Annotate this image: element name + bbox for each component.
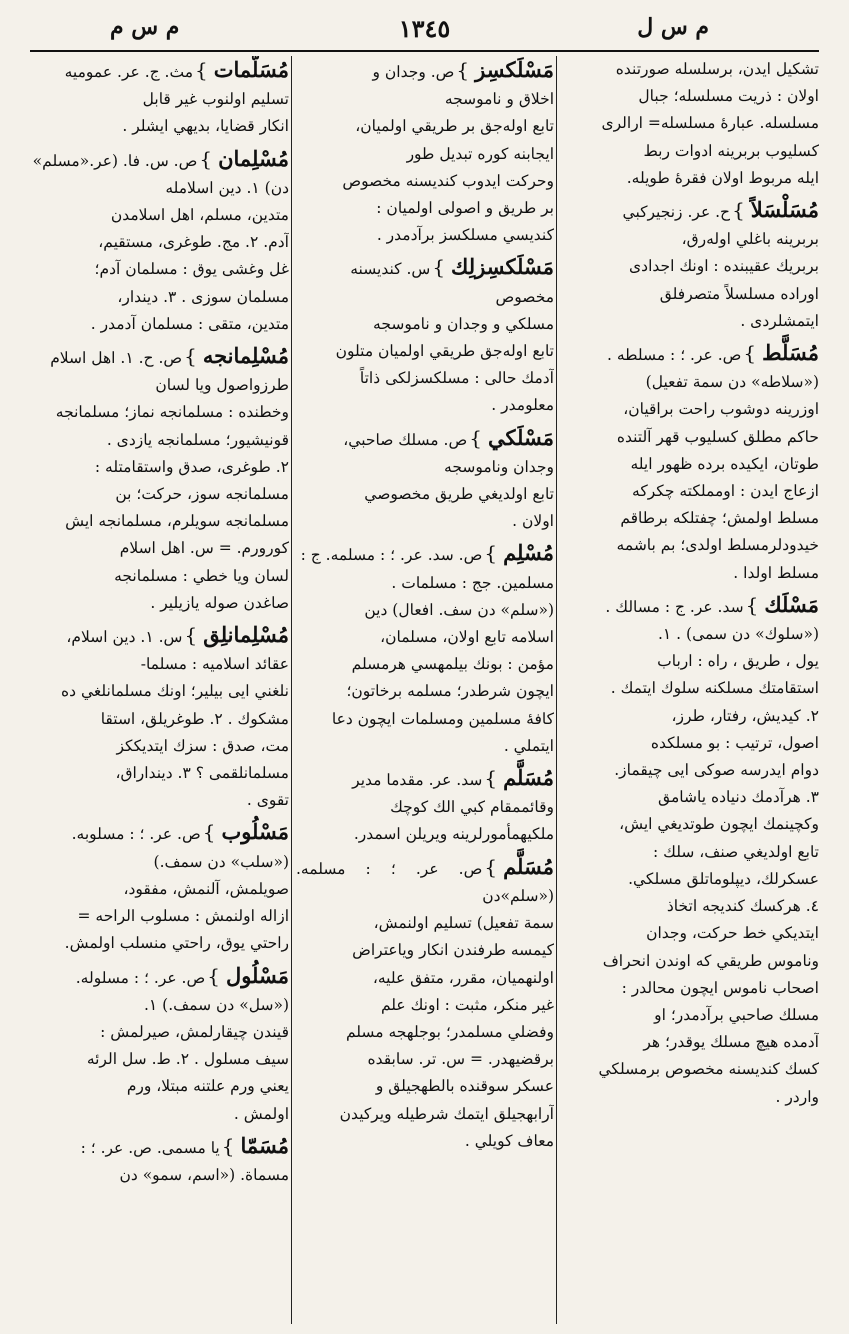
entry-text: وفضلي مسلمدر؛ بوجلهجه مسلم — [345, 1022, 554, 1041]
entry-text: تسليم اولنوب غير قابل — [142, 90, 289, 109]
entry-text: («سلوك» دن سمى) . ١. — [657, 625, 819, 644]
entry-text: وخطنده : مسلمانجه نماز؛ مسلمانجه — [55, 403, 289, 422]
entry-text: ايچون شرطدر؛ مسلمه برخاتون؛ — [346, 682, 554, 701]
entry-text: مسلكي و وجدان و ناموسجه — [373, 314, 554, 333]
entry-text: مسلمين. جج : مسلمات . — [391, 573, 554, 592]
entry-line — [29, 849, 289, 876]
entry-text: ٣. هرآدمك دنياده ياشامق — [658, 788, 819, 807]
entry-line — [561, 138, 819, 165]
brace-mark: } — [202, 820, 216, 845]
dictionary-entry — [561, 196, 819, 335]
entry-text: آدمك حالى : مسلكسزلكى ذاتاً — [359, 369, 554, 388]
entry-text: («سل» دن سمف.) ١. — [143, 995, 289, 1014]
entry-line — [29, 818, 289, 848]
header-left-letters: م س م — [110, 14, 180, 40]
entry-headword: مُسَلَّط — [762, 340, 819, 366]
entry-text: مسلط اولمش؛ چفتلكه برطاقم — [620, 509, 819, 528]
entry-text: ٤. هركسك كنديجه اتخاذ — [666, 897, 819, 916]
entry-line — [296, 454, 554, 481]
entry-line — [296, 86, 554, 113]
dictionary-entry — [296, 253, 554, 419]
entry-text: ص. عر. ؛ : مسلطه . — [606, 346, 742, 365]
dictionary-entry — [29, 621, 289, 814]
entry-line — [296, 392, 554, 419]
entry-text: كسك كنديسنه مخصوص برمسلكي — [598, 1060, 819, 1079]
entry-line — [561, 975, 819, 1002]
entry-line — [561, 591, 819, 621]
entry-text: مث. ج. عر. عموميه — [64, 63, 194, 81]
entry-text: كنديسي مسلكسز برآدمدر . — [376, 226, 554, 245]
entry-line — [29, 372, 289, 399]
entry-text: ص. س. فا. (عر.«مسلم» — [32, 151, 198, 170]
entry-text: ملكيهمأمورلرينه ويريلن اسمدر. — [353, 825, 554, 844]
brace-mark: } — [732, 198, 745, 223]
entry-line — [29, 1101, 289, 1128]
entry-text: ازاله اولنمش : مسلوب الراحه = — [77, 907, 289, 926]
entry-text: سيف مسلول . ٢. ط. سل الرئه — [86, 1050, 289, 1069]
entry-text: يعني ورم علتنه مبتلا، ورم — [126, 1077, 289, 1096]
entry-text: تابع اولەجق طريقي اولميان متلون — [335, 342, 554, 361]
entry-line — [29, 1162, 289, 1189]
entry-line — [296, 113, 554, 140]
entry-line — [29, 787, 289, 814]
entry-line — [29, 535, 289, 562]
entry-line — [29, 113, 289, 140]
page-header — [30, 8, 819, 52]
entry-line — [296, 706, 554, 733]
text-columns — [30, 56, 819, 1324]
entry-line — [296, 141, 554, 168]
entry-text: تابع اولديغي طريق مخصوصي — [364, 485, 554, 504]
entry-line — [29, 342, 289, 372]
entry-line — [561, 730, 819, 757]
entry-text: سد. عر. ج : مسالك . — [605, 597, 744, 616]
entry-text: («سلم» دن سف. افعال) دين — [364, 600, 554, 619]
entry-line — [29, 145, 289, 175]
entry-line — [296, 794, 554, 821]
entry-line — [296, 1073, 554, 1100]
column-right — [561, 56, 819, 1324]
entry-headword: مُسْلِم — [503, 540, 554, 566]
entry-text: خيدودلرمسلط اولدى؛ بم باشمه — [616, 536, 819, 555]
entry-line — [296, 311, 554, 338]
entry-line — [561, 253, 819, 280]
entry-text: مت، صدق : سزك ايتديككز — [116, 736, 289, 755]
brace-mark: } — [745, 592, 759, 617]
entry-text: صويلمش، آلنمش، مفقود، — [123, 879, 289, 898]
entry-text: صاغدن صوله يازيلير . — [150, 593, 289, 612]
entry-line — [561, 893, 819, 920]
entry-line — [296, 508, 554, 535]
entry-line — [296, 365, 554, 392]
entry-text: كسليوب بربرينه ادوات ربط — [643, 141, 819, 160]
entry-line — [296, 678, 554, 705]
entry-text: («سلب» دن سمف.) — [153, 852, 289, 871]
entry-line — [296, 1101, 554, 1128]
entry-line — [29, 454, 289, 481]
entry-line — [29, 1132, 289, 1162]
entry-line — [561, 505, 819, 532]
entry-line — [296, 853, 554, 910]
entry-headword: مَسْلُوب — [221, 819, 289, 845]
dictionary-entry — [561, 591, 819, 1111]
entry-text: ايتديكي خط حركت، وجدان — [646, 924, 819, 943]
entry-text: مسلمان سوزى . ٣. ديندار، — [117, 287, 289, 306]
entry-line — [561, 56, 819, 83]
dictionary-entry — [561, 56, 819, 192]
entry-text: تابع اولديغي صنف، سلك : — [653, 842, 819, 861]
entry-line — [561, 110, 819, 137]
entry-text: معاف كويلي . — [464, 1131, 554, 1150]
entry-line — [29, 508, 289, 535]
entry-line — [561, 1029, 819, 1056]
entry-text: اسلامه تابع اولان، مسلمان، — [380, 628, 554, 647]
dictionary-entry — [296, 539, 554, 760]
entry-text: سمة تفعيل) تسليم اولنمش، — [373, 914, 554, 933]
entry-line — [29, 256, 289, 283]
entry-line — [29, 621, 289, 651]
brace-mark: } — [221, 1133, 235, 1158]
entry-text: بر طريق و اصولى اولميان : — [376, 199, 554, 218]
entry-text: يا مسمى. ص. عر. ؛ : — [80, 1138, 220, 1157]
entry-line — [296, 253, 554, 283]
entry-line — [296, 597, 554, 624]
entry-line — [29, 202, 289, 229]
page-number: ١٣٤٥ — [398, 14, 451, 43]
entry-text: غل وغشى يوق : مسلمان آدم؛ — [94, 260, 289, 279]
entry-line — [296, 222, 554, 249]
entry-line — [296, 338, 554, 365]
brace-mark: } — [484, 766, 498, 791]
entry-line — [561, 839, 819, 866]
entry-line — [296, 624, 554, 651]
column-left — [29, 56, 289, 1324]
entry-text: طوتان، ايكيده برده ظهور ايله — [630, 454, 819, 473]
entry-text: كافهٔ مسلمين ومسلمات ايچون دعا — [331, 709, 554, 728]
dictionary-entry — [29, 56, 289, 141]
entry-line — [29, 903, 289, 930]
entry-text: مسلمانجه سوز، حركت؛ بن — [115, 485, 289, 504]
entry-line — [561, 784, 819, 811]
entry-text: طرزواصول ويا لسان — [155, 376, 289, 395]
brace-mark: } — [743, 341, 757, 366]
entry-line — [296, 570, 554, 597]
entry-line — [296, 821, 554, 848]
entry-text: («سلاطه» دن سمة تفعيل) — [645, 373, 819, 392]
entry-text: حاكم مطلق كسليوب قهر آلتنده — [616, 427, 819, 446]
entry-line — [561, 308, 819, 335]
entry-text: ايتمشلردى . — [740, 311, 819, 330]
entry-line — [561, 621, 819, 648]
entry-text: آرابهجيلق ايتمك شرطيله ويركيدن — [339, 1104, 554, 1123]
entry-line — [296, 195, 554, 222]
entry-text: عقائد اسلاميه : مسلما- — [140, 655, 289, 674]
entry-line — [561, 757, 819, 784]
entry-text: ص. مسلك صاحبي، — [343, 430, 468, 449]
entry-text: ص. عر. ؛ : مسلمه. («سلم»دن — [296, 859, 554, 905]
entry-line — [561, 703, 819, 730]
column-divider — [291, 56, 292, 1324]
brace-mark: } — [199, 146, 213, 171]
entry-text: متدين، متقى : مسلمان آدمدر . — [90, 314, 289, 333]
entry-line — [561, 532, 819, 559]
entry-headword: مُسَلَّم — [503, 853, 554, 879]
entry-text: انكار قضايا، بديهي ايشلر . — [122, 117, 289, 136]
entry-line — [561, 396, 819, 423]
entry-text: تابع اولەجق بر طريقي اولميان، — [355, 117, 554, 136]
dictionary-entry — [296, 56, 554, 249]
entry-text: اصول، ترتيب : بو مسلكده — [650, 733, 819, 752]
entry-line — [561, 369, 819, 396]
entry-line — [561, 165, 819, 192]
entry-text: مسلط اولدا . — [733, 563, 819, 582]
entry-line — [561, 1084, 819, 1111]
dictionary-entry — [561, 339, 819, 587]
entry-line — [29, 1019, 289, 1046]
entry-line — [296, 733, 554, 760]
entry-text: راحتي يوق، راحتي منسلب اولمش. — [64, 934, 289, 953]
entry-line — [29, 56, 289, 86]
entry-line — [561, 675, 819, 702]
entry-line — [561, 920, 819, 947]
entry-text: ٢. طوغرى، صدق واستقامتله : — [94, 457, 289, 476]
entry-text: كورورم. = س. اهل اسلام — [119, 539, 289, 558]
entry-text: اوراده مسلسلاً متصرفلق — [659, 284, 819, 303]
entry-line — [561, 1002, 819, 1029]
entry-line — [561, 196, 819, 226]
dictionary-entry — [296, 424, 554, 536]
entry-line — [29, 930, 289, 957]
entry-line — [29, 481, 289, 508]
entry-line — [29, 1073, 289, 1100]
entry-line — [29, 399, 289, 426]
entry-headword: مُسَمّا — [240, 1132, 289, 1158]
entry-text: وجدان وناموسجه — [444, 457, 554, 476]
entry-text: مخصوص — [495, 287, 554, 306]
entry-line — [296, 284, 554, 311]
entry-line — [296, 965, 554, 992]
entry-text: اولنهميان، مقرر، متفق عليه، — [372, 968, 554, 987]
entry-line — [29, 651, 289, 678]
entry-line — [296, 1019, 554, 1046]
entry-headword: مَسْلَكسِز — [475, 57, 554, 82]
entry-text: ايتملي . — [503, 736, 554, 755]
entry-text: اوزرينه دوشوب راحت براقيان، — [623, 400, 819, 419]
dictionary-entry — [29, 962, 289, 1128]
entry-text: آدمده هيچ مسلك يوقدر؛ هر — [643, 1033, 819, 1052]
entry-text: استقامتك مسلكنه سلوك ايتمك . — [610, 679, 819, 698]
dictionary-entry — [29, 1132, 289, 1189]
brace-mark: } — [195, 58, 208, 82]
entry-line — [296, 937, 554, 964]
entry-line — [296, 651, 554, 678]
brace-mark: } — [469, 425, 482, 450]
entry-text: ص. عر. ؛ : مسلوله. — [75, 968, 206, 987]
entry-line — [296, 1128, 554, 1155]
entry-line — [29, 678, 289, 705]
entry-text: قيندن چيقارلمش، صيرلمش : — [100, 1022, 289, 1041]
entry-line — [29, 992, 289, 1019]
entry-text: وحركت ايدوب كنديسنه مخصوص — [342, 171, 554, 190]
entry-text: وناموس طريقي كه اوندن انحراف — [602, 951, 819, 970]
entry-text: اصحاب ناموس ايچون محالدر : — [621, 978, 819, 997]
entry-line — [29, 876, 289, 903]
entry-line — [296, 910, 554, 937]
entry-line — [561, 83, 819, 110]
entry-text: برقضيهدر. = س. تر. سابقده — [367, 1050, 554, 1069]
entry-line — [561, 866, 819, 893]
entry-line — [561, 451, 819, 478]
entry-text: ص. وجدان و — [372, 63, 455, 81]
brace-mark: } — [207, 963, 220, 988]
dictionary-entry — [29, 342, 289, 617]
entry-line — [296, 424, 554, 454]
entry-line — [561, 478, 819, 505]
entry-headword: مُسْلِمانلِق — [203, 622, 289, 648]
entry-text: اولمش . — [233, 1104, 289, 1123]
entry-line — [29, 706, 289, 733]
dictionary-entry — [29, 145, 289, 338]
entry-line — [561, 424, 819, 451]
entry-line — [29, 86, 289, 113]
entry-text: ٢. كيديش، رفتار، طرز، — [671, 706, 819, 725]
entry-text: بربرينه باغلي اولەرق، — [681, 230, 819, 249]
brace-mark: } — [456, 58, 470, 82]
dictionary-entry — [296, 764, 554, 849]
entry-text: واردر . — [775, 1087, 819, 1106]
entry-headword: مُسَلَّمات — [213, 57, 289, 82]
entry-text: ص. سد. عر. ؛ : مسلمه. ج : — [300, 546, 483, 565]
entry-line — [29, 284, 289, 311]
entry-line — [296, 992, 554, 1019]
entry-text: ص. ح. ١. اهل اسلام — [50, 349, 183, 368]
entry-text: وكچينمك ايچون طوتديغي ايش، — [619, 815, 819, 834]
entry-text: غير منكر، مثبت : اونك علم — [380, 995, 554, 1014]
dictionary-entry — [29, 818, 289, 957]
entry-text: ايجابنه كوره تبديل طور — [406, 144, 554, 163]
dictionary-entry — [296, 853, 554, 1155]
entry-text: مسماة. («اسم، سمو» دن — [119, 1165, 289, 1184]
entry-text: دن) ١. دين اسلامله — [165, 178, 289, 197]
entry-text: تقوى . — [246, 791, 289, 810]
entry-line — [29, 175, 289, 202]
entry-line — [29, 733, 289, 760]
entry-text: مشكوك . ٢. طوغريلق، استقا — [100, 709, 289, 728]
entry-headword: مَسْلَك — [764, 591, 819, 617]
entry-text: مؤمن : بونك بيلمهسي هرمسلم — [351, 655, 554, 674]
column-divider — [556, 56, 557, 1324]
entry-line — [561, 281, 819, 308]
entry-line — [296, 1046, 554, 1073]
entry-text: ح. عر. زنجيركبي — [622, 203, 731, 222]
brace-mark: } — [484, 854, 498, 879]
entry-headword: مُسَلْسَلاً — [750, 197, 819, 223]
entry-text: سد. عر. مقدما مدير — [352, 771, 483, 790]
brace-mark: } — [184, 344, 197, 369]
entry-text: معلومدر . — [491, 396, 554, 415]
entry-line — [561, 811, 819, 838]
entry-text: كيمسه طرفندن انكار وياعتراض — [352, 941, 554, 960]
entry-text: لسان ويا خطي : مسلمانجه — [114, 566, 289, 585]
entry-text: ص. عر. ؛ : مسلوبه. — [71, 825, 201, 844]
entry-line — [561, 648, 819, 675]
entry-line — [29, 760, 289, 787]
entry-line — [29, 590, 289, 617]
entry-line — [296, 168, 554, 195]
entry-text: اولان . — [512, 512, 554, 531]
entry-text: مسلمانجه سويلرم، مسلمانجه ايش — [65, 512, 289, 531]
entry-headword: مُسَلَّم — [503, 765, 554, 791]
entry-line — [296, 481, 554, 508]
entry-line — [296, 764, 554, 794]
entry-line — [296, 539, 554, 569]
entry-line — [29, 427, 289, 454]
entry-line — [296, 56, 554, 86]
entry-text: نلغني ايى بيلير؛ اونك مسلمانلغي ده — [61, 682, 289, 701]
entry-headword: مَسْلَكسِزلِك — [451, 254, 554, 280]
column-middle — [296, 56, 554, 1324]
entry-text: مسلك صاحبي برآدمدر؛ او — [654, 1005, 819, 1024]
brace-mark: } — [432, 255, 446, 280]
entry-line — [561, 1056, 819, 1083]
entry-line — [561, 226, 819, 253]
entry-line — [29, 962, 289, 992]
entry-line — [561, 339, 819, 369]
entry-text: ايله مربوط اولان فقرهٔ طويله. — [626, 168, 819, 187]
entry-text: مسلسله. عبارهٔ مسلسله= ارالرى — [601, 114, 819, 133]
entry-headword: مَسْلُول — [225, 962, 289, 988]
entry-text: اولان : ذريت مسلسله؛ جبال — [638, 87, 819, 106]
entry-headword: مُسْلِمانجه — [202, 343, 289, 369]
entry-text: ازعاج ايدن : اومملكته چكركه — [632, 482, 819, 501]
entry-line — [29, 1046, 289, 1073]
entry-text: س. ١. دين اسلام، — [66, 628, 183, 647]
entry-line — [29, 311, 289, 338]
entry-line — [561, 948, 819, 975]
entry-text: مسلمانلقمى ؟ ٣. دينداراق، — [115, 764, 289, 783]
entry-text: اخلاق و ناموسجه — [444, 90, 554, 109]
entry-text: وقائممقام كبي الك كوچك — [390, 798, 554, 817]
entry-line — [29, 229, 289, 256]
entry-text: قونيشيور؛ مسلمانجه يازدى . — [106, 430, 289, 449]
entry-text: آدم. ٢. مج. طوغرى، مستقيم، — [98, 233, 289, 252]
entry-text: تشكيل ايدن، برسلسله صورتنده — [615, 60, 819, 78]
entry-text: عسكرلك، ديپلوماتلق مسلكي. — [628, 869, 819, 888]
entry-text: س. كنديسنه — [350, 260, 431, 279]
entry-line — [561, 560, 819, 587]
entry-headword: مُسْلِمان — [218, 145, 289, 171]
header-right-letters: م س ل — [637, 14, 709, 40]
entry-text: متدين، مسلم، اهل اسلامدن — [110, 206, 289, 225]
entry-text: عسكر سوقنده بالطهجيلق و — [375, 1077, 554, 1096]
entry-text: يول ، طريق ، راه : ارباب — [657, 652, 819, 671]
entry-text: دوام ايدرسه صوكى ايى چيقماز. — [614, 761, 819, 780]
brace-mark: } — [184, 623, 198, 648]
brace-mark: } — [484, 541, 498, 566]
entry-text: بربريك عقيبنده : اونك اجدادى — [629, 257, 819, 276]
entry-headword: مَسْلَكي — [487, 424, 554, 450]
entry-line — [29, 563, 289, 590]
